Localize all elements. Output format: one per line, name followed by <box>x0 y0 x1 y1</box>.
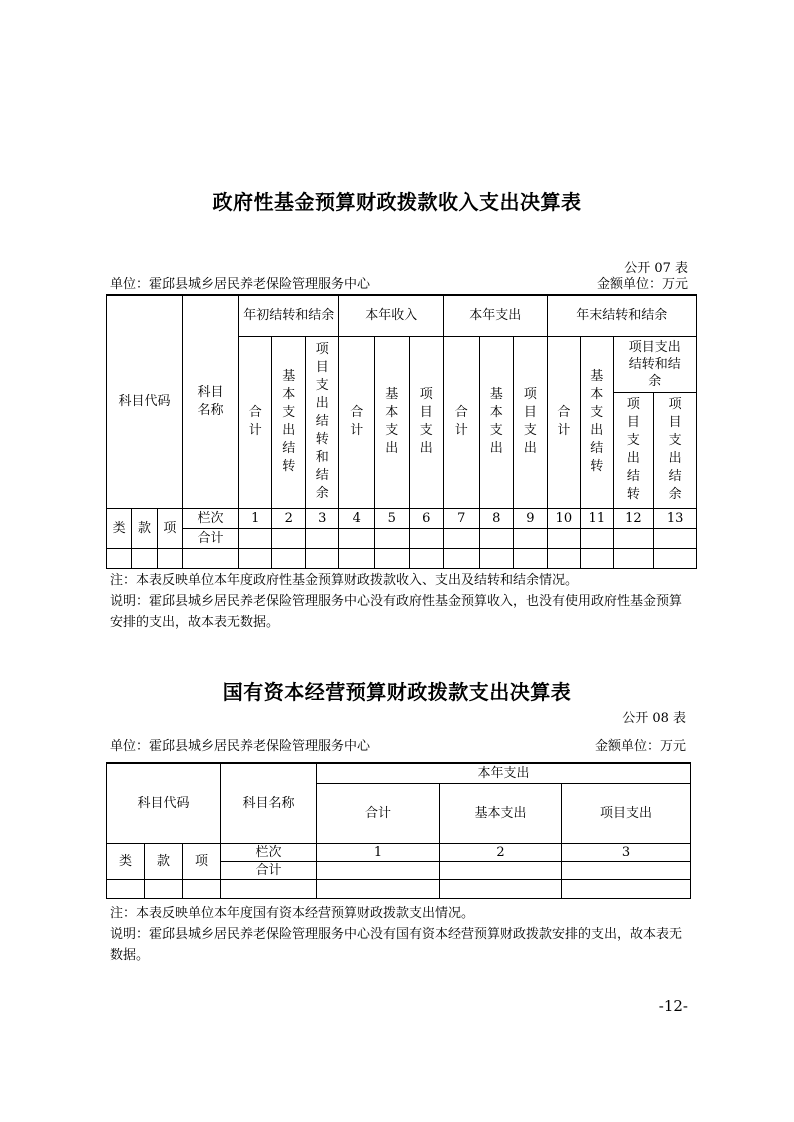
col-no-9: 9 <box>514 508 548 528</box>
expense-header-2: 本年支出 <box>317 763 691 783</box>
closing-project-balance-header: 项目支出结余 <box>654 392 697 508</box>
subject-name-header-2: 科目名称 <box>221 763 317 843</box>
income-project-header: 项目支出 <box>409 336 444 508</box>
subject-code-header: 科目代码 <box>107 295 183 508</box>
column-no-label: 栏次 <box>183 508 239 528</box>
expense-header: 本年支出 <box>444 295 548 336</box>
total-header-2: 合计 <box>317 783 440 843</box>
col-no-7: 7 <box>444 508 480 528</box>
basic-expense-header-2: 基本支出 <box>440 783 562 843</box>
col-no-1: 1 <box>238 508 272 528</box>
table1-title: 政府性基金预算财政拨款收入支出决算表 <box>212 190 582 214</box>
col-no-10: 10 <box>547 508 581 528</box>
col-no-2-1: 1 <box>317 843 440 861</box>
col-no-5: 5 <box>375 508 410 528</box>
table2 <box>106 762 691 899</box>
expense-basic-header: 基本支出 <box>479 336 514 508</box>
col-no-2: 2 <box>272 508 306 528</box>
project-expense-header-2: 项目支出 <box>562 783 691 843</box>
table1 <box>106 294 697 569</box>
table2-explain: 说明：霍邱县城乡居民养老保险管理服务中心没有国有资本经营预算财政拨款安排的支出，故本表无数据。 <box>110 927 683 963</box>
income-header: 本年收入 <box>339 295 444 336</box>
opening-total-header: 合计 <box>238 336 272 508</box>
table1-amount-unit: 金额单位：万元 <box>596 277 688 292</box>
closing-total-header: 合计 <box>547 336 581 508</box>
expense-total-header: 合计 <box>444 336 480 508</box>
table2-title: 国有资本经营预算财政拨款支出决算表 <box>222 680 572 704</box>
table1-unit: 单位：霍邱县城乡居民养老保险管理服务中心 <box>110 277 371 292</box>
lei-label: 类 <box>107 508 132 548</box>
table1-code: 公开 07 表 <box>624 261 688 276</box>
col-no-8: 8 <box>479 508 514 528</box>
lei-label-2: 类 <box>107 843 145 879</box>
closing-project-header: 项目支出结转和结余 <box>613 336 696 392</box>
sum-label: 合计 <box>183 528 239 548</box>
subject-code-header-2: 科目代码 <box>107 763 221 843</box>
sum-label-2: 合计 <box>221 861 317 879</box>
col-no-6: 6 <box>409 508 444 528</box>
opening-balance-header: 年初结转和结余 <box>238 295 339 336</box>
col-no-12: 12 <box>613 508 654 528</box>
col-no-2-3: 3 <box>562 843 691 861</box>
xiang-label-2: 项 <box>183 843 221 879</box>
table-row <box>107 548 697 568</box>
income-basic-header: 基本支出 <box>375 336 410 508</box>
xiang-label: 项 <box>157 508 182 548</box>
closing-balance-header: 年末结转和结余 <box>547 295 696 336</box>
table-row <box>107 879 691 898</box>
expense-project-header: 项目支出 <box>514 336 548 508</box>
table2-note: 注：本表反映单位本年度国有资本经营预算财政拨款支出情况。 <box>110 906 475 921</box>
col-no-13: 13 <box>654 508 697 528</box>
opening-basic-header: 基本支出结转 <box>272 336 306 508</box>
closing-basic-header: 基本支出结转 <box>581 336 613 508</box>
col-no-11: 11 <box>581 508 613 528</box>
table1-note: 注：本表反映单位本年度政府性基金预算财政拨款收入、支出及结转和结余情况。 <box>110 573 579 588</box>
kuan-label-2: 款 <box>145 843 183 879</box>
col-no-3: 3 <box>305 508 339 528</box>
income-total-header: 合计 <box>339 336 375 508</box>
table2-amount-unit: 金额单位：万元 <box>594 739 686 754</box>
subject-name-header: 科目名称 <box>183 295 239 508</box>
closing-project-carry-header: 项目支出结转 <box>613 392 654 508</box>
kuan-label: 款 <box>132 508 157 548</box>
column-no-label-2: 栏次 <box>221 843 317 861</box>
col-no-2-2: 2 <box>440 843 562 861</box>
table2-code: 公开 08 表 <box>622 711 686 726</box>
opening-project-header: 项目支出结转和结余 <box>305 336 339 508</box>
page-number: -12- <box>658 997 688 1015</box>
table1-explain: 说明：霍邱县城乡居民养老保险管理服务中心没有政府性基金预算收入，也没有使用政府性基金预算安排的支出，故本表无数据。 <box>110 594 683 630</box>
col-no-4: 4 <box>339 508 375 528</box>
table2-unit: 单位：霍邱县城乡居民养老保险管理服务中心 <box>110 739 371 754</box>
